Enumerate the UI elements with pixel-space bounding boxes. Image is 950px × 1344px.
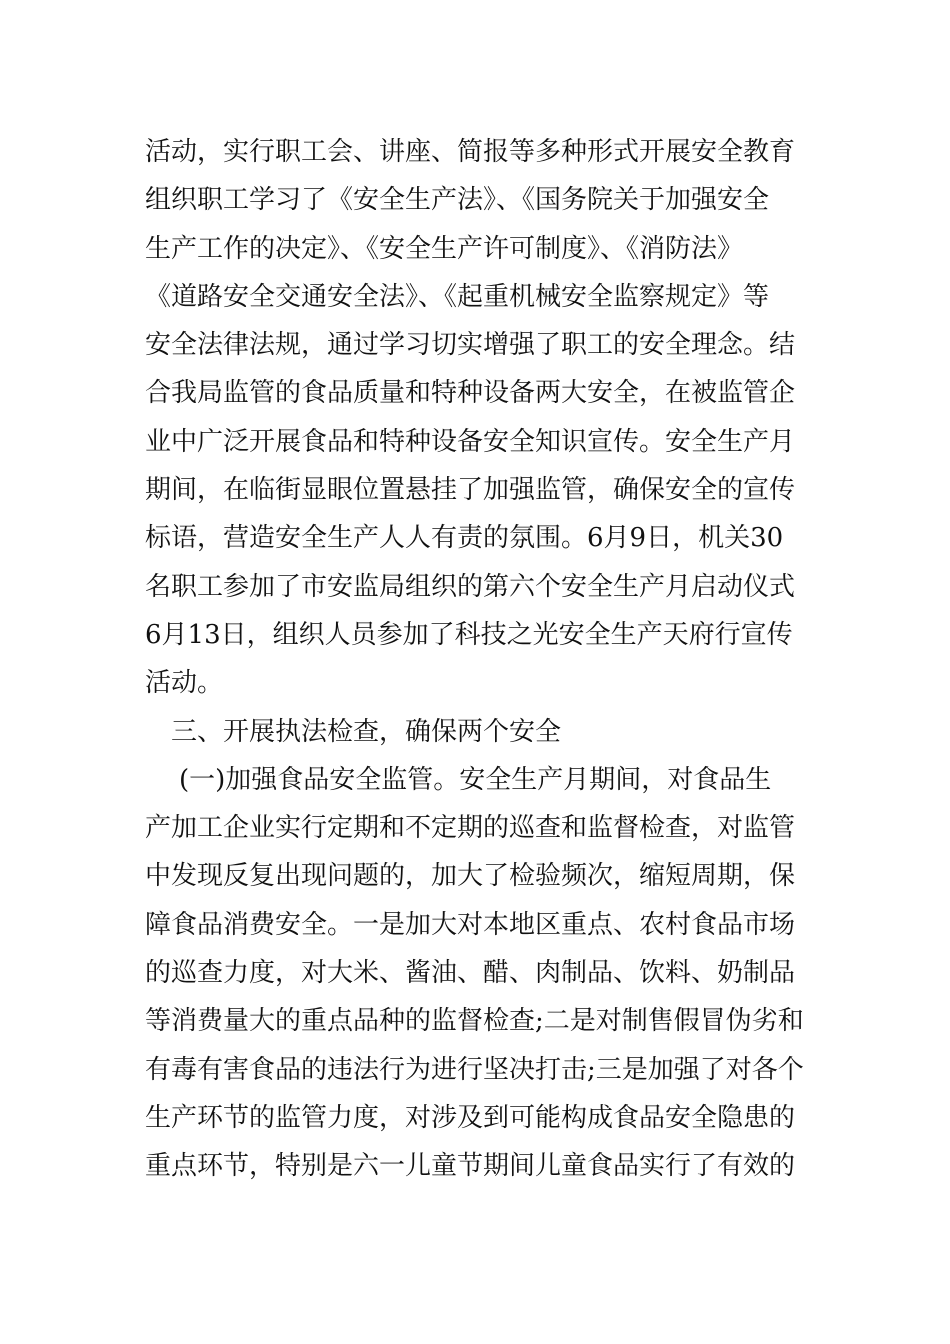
subsection-first-line: (一)加强食品安全监管。安全生产月期间，对食品生 bbox=[179, 764, 772, 795]
body-line: 期间，在临街显眼位置悬挂了加强监管，确保安全的宣传 bbox=[145, 475, 796, 506]
body-line: 安全法律法规，通过学习切实增强了职工的安全理念。结 bbox=[145, 330, 796, 361]
body-line: 活动。 bbox=[145, 668, 224, 699]
body-line: 名职工参加了市安监局组织的第六个安全生产月启动仪式 bbox=[145, 571, 796, 602]
body-line: 的巡查力度，对大米、酱油、醋、肉制品、饮料、奶制品 bbox=[145, 958, 796, 989]
body-line: 产加工企业实行定期和不定期的巡查和监督检查，对监管 bbox=[145, 813, 796, 844]
body-line: 生产环节的监管力度，对涉及到可能构成食品安全隐患的 bbox=[145, 1102, 796, 1133]
body-line: 合我局监管的食品质量和特种设备两大安全，在被监管企 bbox=[145, 378, 796, 409]
body-line: 《道路安全交通安全法》、《起重机械安全监察规定》等 bbox=[145, 281, 770, 312]
body-line: 有毒有害食品的违法行为进行坚决打击;三是加强了对各个 bbox=[145, 1054, 804, 1085]
body-line: 中发现反复出现问题的，加大了检验频次，缩短周期，保 bbox=[145, 861, 796, 892]
body-line: 活动，实行职工会、讲座、简报等多种形式开展安全教育 bbox=[145, 137, 796, 167]
body-line: 组织职工学习了《安全生产法》、《国务院关于加强安全 bbox=[145, 185, 770, 216]
body-line: 等消费量大的重点品种的监督检查;二是对制售假冒伪劣和 bbox=[145, 1006, 804, 1037]
body-line: 障食品消费安全。一是加大对本地区重点、农村食品市场 bbox=[145, 909, 796, 940]
body-line: 业中广泛开展食品和特种设备安全知识宣传。安全生产月 bbox=[145, 426, 796, 457]
body-line: 6月13日，组织人员参加了科技之光安全生产天府行宣传 bbox=[145, 619, 793, 650]
body-line: 生产工作的决定》、《安全生产许可制度》、《消防法》 bbox=[145, 233, 744, 264]
document-body bbox=[145, 128, 825, 1191]
section-heading: 三、开展执法检查，确保两个安全 bbox=[171, 716, 562, 747]
body-line: 重点环节，特别是六一儿童节期间儿童食品实行了有效的 bbox=[145, 1151, 796, 1182]
body-line: 标语，营造安全生产人人有责的氛围。6月9日，机关30 bbox=[145, 523, 784, 554]
